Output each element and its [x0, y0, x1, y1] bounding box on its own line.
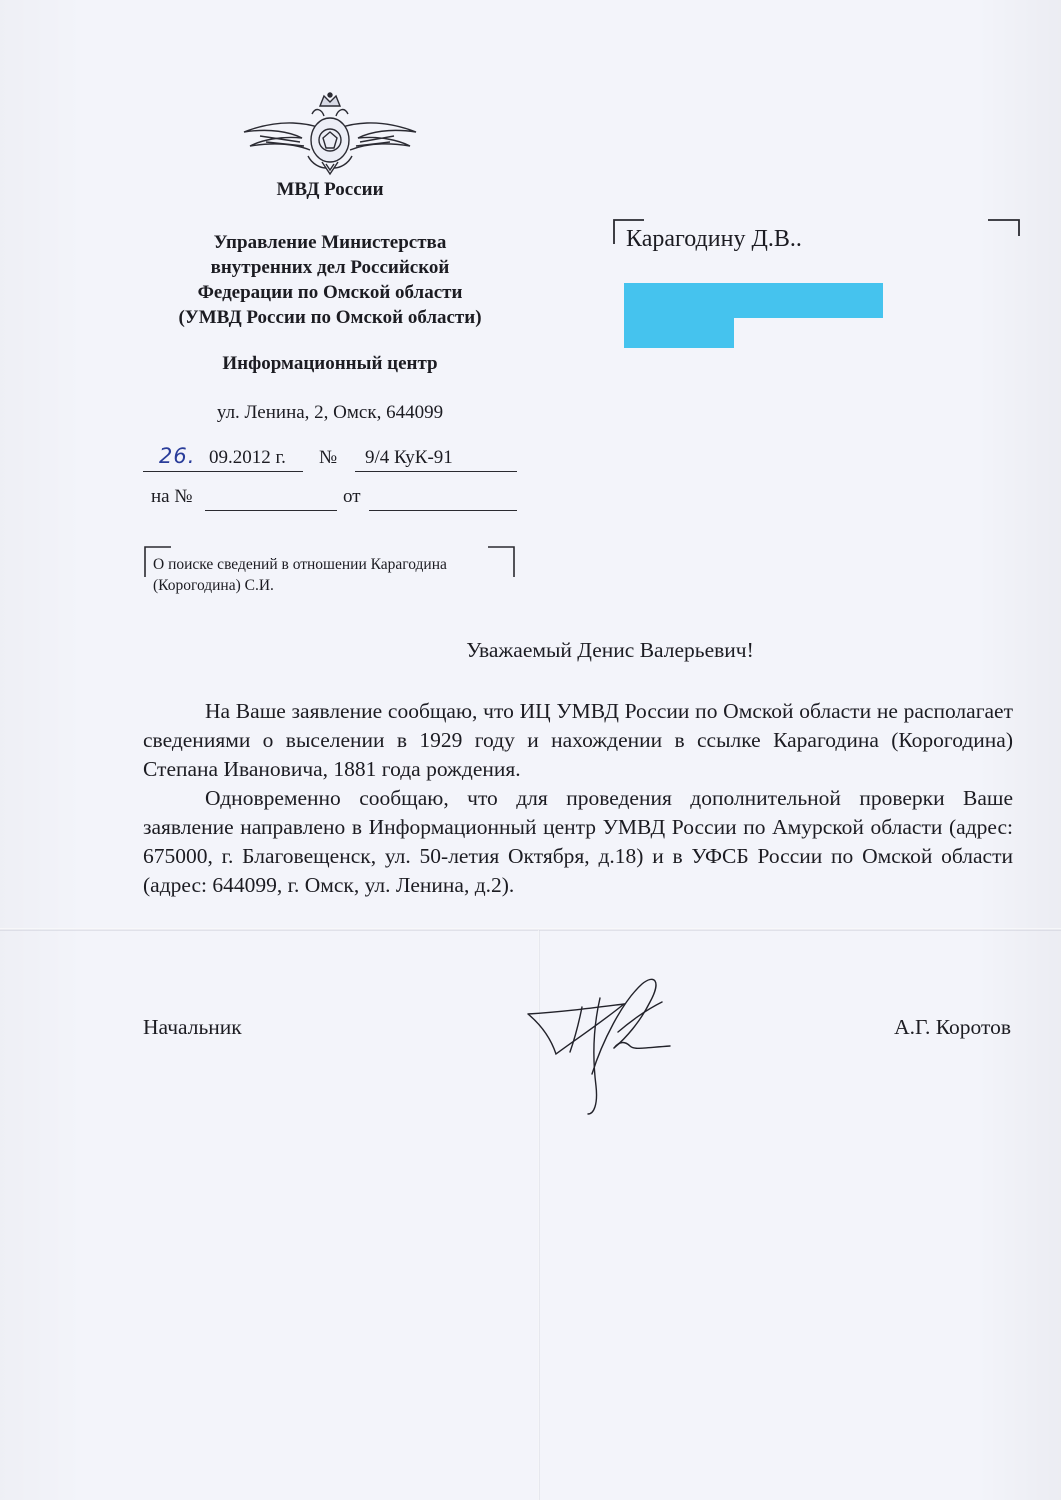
signatory-name: А.Г. Коротов	[894, 1015, 1011, 1039]
org-full-name	[140, 230, 520, 330]
letter-body	[143, 697, 1013, 900]
org-address: ул. Ленина, 2, Омск, 644099	[216, 402, 444, 423]
paper-fold-horizontal	[0, 928, 1061, 931]
salutation: Уважаемый Денис Валерьевич!	[466, 638, 754, 662]
department-name: Информационный центр	[222, 353, 438, 374]
ref-from-label: от	[343, 486, 361, 507]
handwritten-day: 26.	[159, 444, 196, 468]
handwritten-signature	[522, 962, 692, 1122]
number-label: №	[319, 447, 338, 468]
letter-subject	[153, 554, 513, 596]
ref-number-label: на №	[151, 486, 193, 507]
org-full-name-line: Федерации по Омской области	[197, 282, 463, 303]
redacted-address-block	[624, 283, 883, 318]
registration-date-row	[143, 444, 518, 475]
addressee-corner-right	[986, 218, 1022, 238]
addressee-name: Карагодину Д.В..	[626, 226, 802, 252]
body-paragraph: Одновременно сообщаю, что для проведения дополнительной проверки Ваше заявление направлено в Информационный центр УМВД России по Амурской области (адрес: 675000, г. Благовещенск, ул. 50-летия Октября, д.18) и в УФСБ России по Омской области (адрес: 644099, г. Омск, ул. Ленина, д.2).	[143, 786, 1013, 897]
redacted-address-block	[624, 316, 734, 348]
signatory-title: Начальник	[143, 1015, 242, 1039]
registration-date: 09.2012 г.	[209, 447, 286, 468]
body-paragraph: На Ваше заявление сообщаю, что ИЦ УМВД России по Омской области не располагает сведениями о выселении в 1929 году и нахождении в ссылке Карагодина (Корогодина) Степана Ивановича, 1881 года рождения.	[143, 699, 1013, 781]
org-full-name-line: (УМВД России по Омской области)	[178, 307, 482, 328]
double-headed-eagle-emblem	[240, 92, 420, 176]
org-short-name: МВД России	[276, 179, 384, 200]
org-full-name-line: Управление Министерства	[213, 232, 447, 253]
registration-number: 9/4 КуК-91	[365, 447, 453, 468]
reference-row	[143, 486, 518, 514]
subject-line: (Корогодина) С.И.	[153, 577, 274, 594]
org-full-name-line: внутренних дел Российской	[210, 257, 450, 278]
subject-line: О поиске сведений в отношении Карагодина	[153, 556, 447, 573]
